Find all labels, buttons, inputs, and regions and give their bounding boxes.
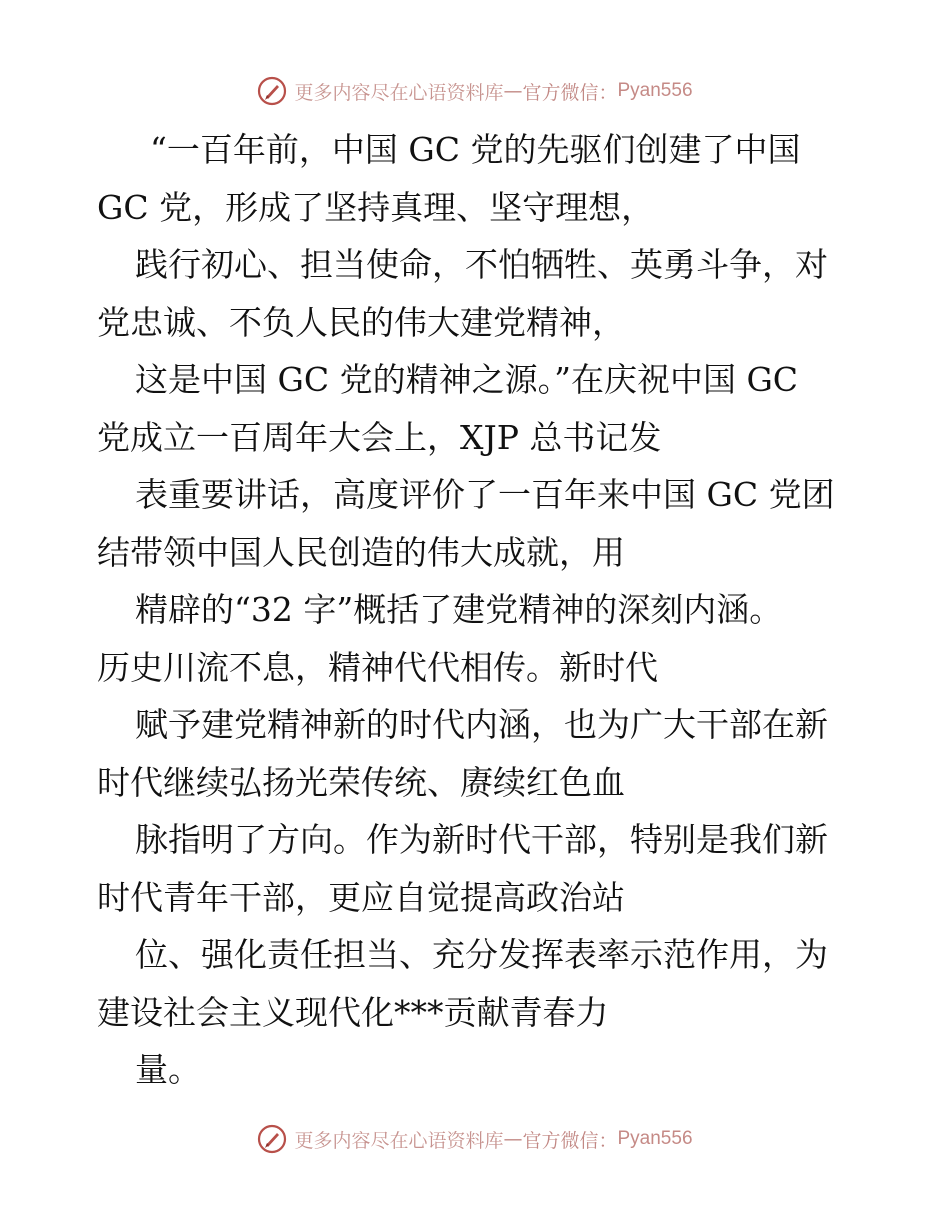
watermark-official-label: 官方微信：: [522, 81, 618, 104]
quill-pen-circle-icon: [257, 76, 287, 106]
body-line: 践行初心、担当使命，不怕牺牲、英勇斗争，对: [135, 245, 828, 284]
document-body: [97, 121, 887, 1099]
footer-watermark: [0, 1119, 950, 1159]
body-line: 时代青年干部，更应自觉提高政治站: [97, 877, 625, 917]
body-line: 位、强化责任担当、充分发挥表率示范作用，为: [135, 935, 828, 974]
body-line: 精辟的“32 字”概括了建党精神的深刻内涵。: [135, 590, 783, 629]
body-line: 这是中国 GC 党的精神之源。”在庆祝中国 GC: [135, 360, 799, 399]
body-line: 脉指明了方向。作为新时代干部，特别是我们新: [135, 820, 828, 859]
body-line: 量。: [135, 1050, 201, 1089]
watermark-brand: 更多内容尽在心语资料库: [294, 81, 504, 104]
watermark-official-label: 官方微信：: [522, 1129, 618, 1152]
body-line: 表重要讲话，高度评价了一百年来中国 GC 党团: [135, 475, 835, 514]
body-line: 历史川流不息，精神代代相传。新时代: [97, 647, 658, 687]
quill-pen-circle-icon: [257, 1124, 287, 1154]
watermark-separator: —: [503, 80, 523, 102]
header-watermark: [0, 71, 950, 111]
watermark-wechat-id: Pyan556: [617, 1128, 693, 1149]
body-line: “一百年前，中国 GC 党的先驱们创建了中国: [150, 130, 801, 169]
body-line: 建设社会主义现代化***贡献青春力: [97, 992, 609, 1032]
body-line: 时代继续弘扬光荣传统、赓续红色血: [97, 762, 625, 802]
watermark-wechat-id: Pyan556: [617, 80, 693, 101]
body-line: GC 党，形成了坚持真理、坚守理想，: [97, 187, 655, 227]
body-line: 党成立一百周年大会上，XJP 总书记发: [97, 417, 662, 457]
watermark-separator: —: [503, 1128, 523, 1150]
watermark-brand: 更多内容尽在心语资料库: [294, 1129, 504, 1152]
body-line: 结带领中国人民创造的伟大成就，用: [97, 532, 625, 572]
body-line: 赋予建党精神新的时代内涵，也为广大干部在新: [135, 705, 828, 744]
body-line: 党忠诚、不负人民的伟大建党精神，: [97, 302, 625, 342]
